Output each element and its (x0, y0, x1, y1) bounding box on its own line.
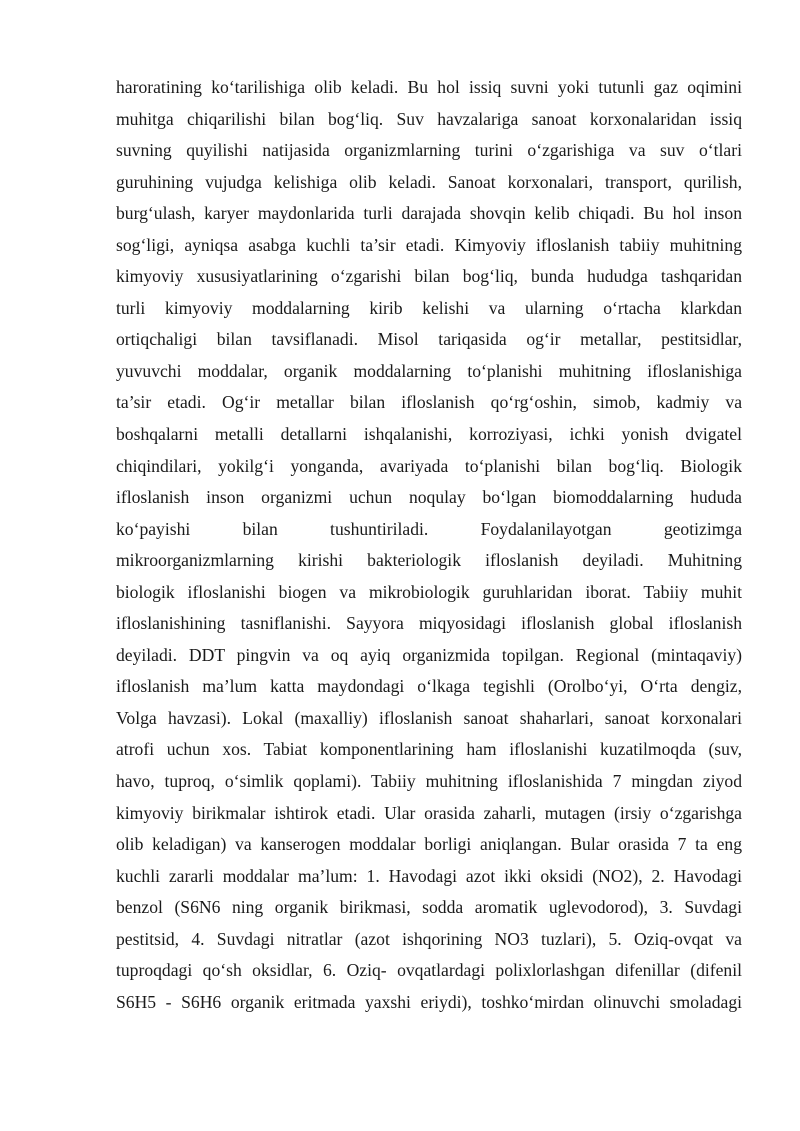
text-line-15: ko‘payishi bilan tushuntiriladi. Foydalanilayotgan geotizimga (116, 518, 742, 539)
text-line-16: mikroorganizmlarning kirishi bakteriologik ifloslanish deyiladi. Muhitning (116, 550, 742, 571)
text-line-2: muhitga chiqarilishi bilan bog‘liq. Suv havzalariga sanoat korxonalaridan issiq (116, 108, 742, 129)
text-line-12: boshqalarni metalli detallarni ishqalanishi, korroziyasi, ichki yonish dvigatel (116, 424, 742, 445)
text-line-28: pestitsid, 4. Suvdagi nitratlar (azot ishqorining NO3 tuzlari), 5. Oziq-ovqat va (116, 928, 742, 949)
text-line-11: ta’sir etadi. Og‘ir metallar bilan ifloslanish qo‘rg‘oshin, simob, kadmiy va (116, 392, 742, 413)
text-line-8: turli kimyoviy moddalarning kirib kelishi va ularning o‘rtacha klarkdan (116, 297, 742, 318)
text-line-9: ortiqchaligi bilan tavsiflanadi. Misol tariqasida og‘ir metallar, pestitsidlar, (116, 329, 742, 350)
text-line-1: haroratining ko‘tarilishiga olib keladi. Bu hol issiq suvni yoki tutunli gaz oqimini (116, 77, 742, 97)
text-line-19: deyiladi. DDT pingvin va oq ayiq organizmida topilgan. Regional (mintaqaviy) (116, 644, 742, 665)
text-line-5: burg‘ulash, karyer maydonlarida turli darajada shovqin kelib chiqadi. Bu hol inson (116, 203, 742, 224)
body-paragraph (116, 72, 742, 1018)
text-line-23: havo, tuproq, o‘simlik qoplami). Tabiiy muhitning ifloslanishida 7 mingdan ziyod (116, 771, 742, 792)
text-line-14: ifloslanish inson organizmi uchun noqulay bo‘lgan biomoddalarning hududa (116, 487, 742, 508)
text-line-18: ifloslanishining tasniflanishi. Sayyora miqyosidagi ifloslanish global ifloslanish (116, 613, 742, 634)
text-line-7: kimyoviy xususiyatlarining o‘zgarishi bilan bog‘liq, bunda hududga tashqaridan (116, 266, 742, 287)
text-line-21: Volga havzasi). Lokal (maxalliy) ifloslanish sanoat shaharlari, sanoat korxonalari (116, 707, 742, 728)
text-line-13: chiqindilari, yokilg‘i yonganda, avariyada to‘planishi bilan bog‘liq. Biologik (116, 455, 742, 476)
text-line-20: ifloslanish ma’lum katta maydondagi o‘lkaga tegishli (Orolbo‘yi, O‘rta dengiz, (116, 676, 742, 697)
text-line-17: biologik ifloslanishi biogen va mikrobiologik guruhlaridan iborat. Tabiiy muhit (116, 581, 742, 602)
text-line-29: tuproqdagi qo‘sh oksidlar, 6. Oziq- ovqatlardagi polixlorlashgan difenillar (difenil (116, 960, 742, 981)
text-line-3: suvning quyilishi natijasida organizmlarning turini o‘zgarishiga va suv o‘tlari (116, 140, 742, 161)
text-line-26: kuchli zararli moddalar ma’lum: 1. Havodagi azot ikki oksidi (NO2), 2. Havodagi (116, 865, 742, 886)
text-line-27: benzol (S6N6 ning organik birikmasi, sodda aromatik uglevodorod), 3. Suvdagi (116, 897, 742, 918)
text-line-24: kimyoviy birikmalar ishtirok etadi. Ular orasida zaharli, mutagen (irsiy o‘zgarishga (116, 802, 742, 823)
text-line-30: S6H5 - S6H6 organik eritmada yaxshi eriydi), toshko‘mirdan olinuvchi smoladagi (116, 991, 742, 1012)
text-line-10: yuvuvchi moddalar, organik moddalarning to‘planishi muhitning ifloslanishiga (116, 360, 742, 381)
text-line-6: sog‘ligi, ayniqsa asabga kuchli ta’sir etadi. Kimyoviy ifloslanish tabiiy muhitning (116, 234, 742, 255)
text-line-4: guruhining vujudga kelishiga olib keladi. Sanoat korxonalari, transport, qurilish, (116, 171, 742, 192)
text-line-25: olib keladigan) va kanserogen moddalar borligi aniqlangan. Bular orasida 7 ta eng (116, 834, 742, 855)
text-line-22: atrofi uchun xos. Tabiat komponentlarining ham ifloslanishi kuzatilmoqda (suv, (116, 739, 742, 760)
